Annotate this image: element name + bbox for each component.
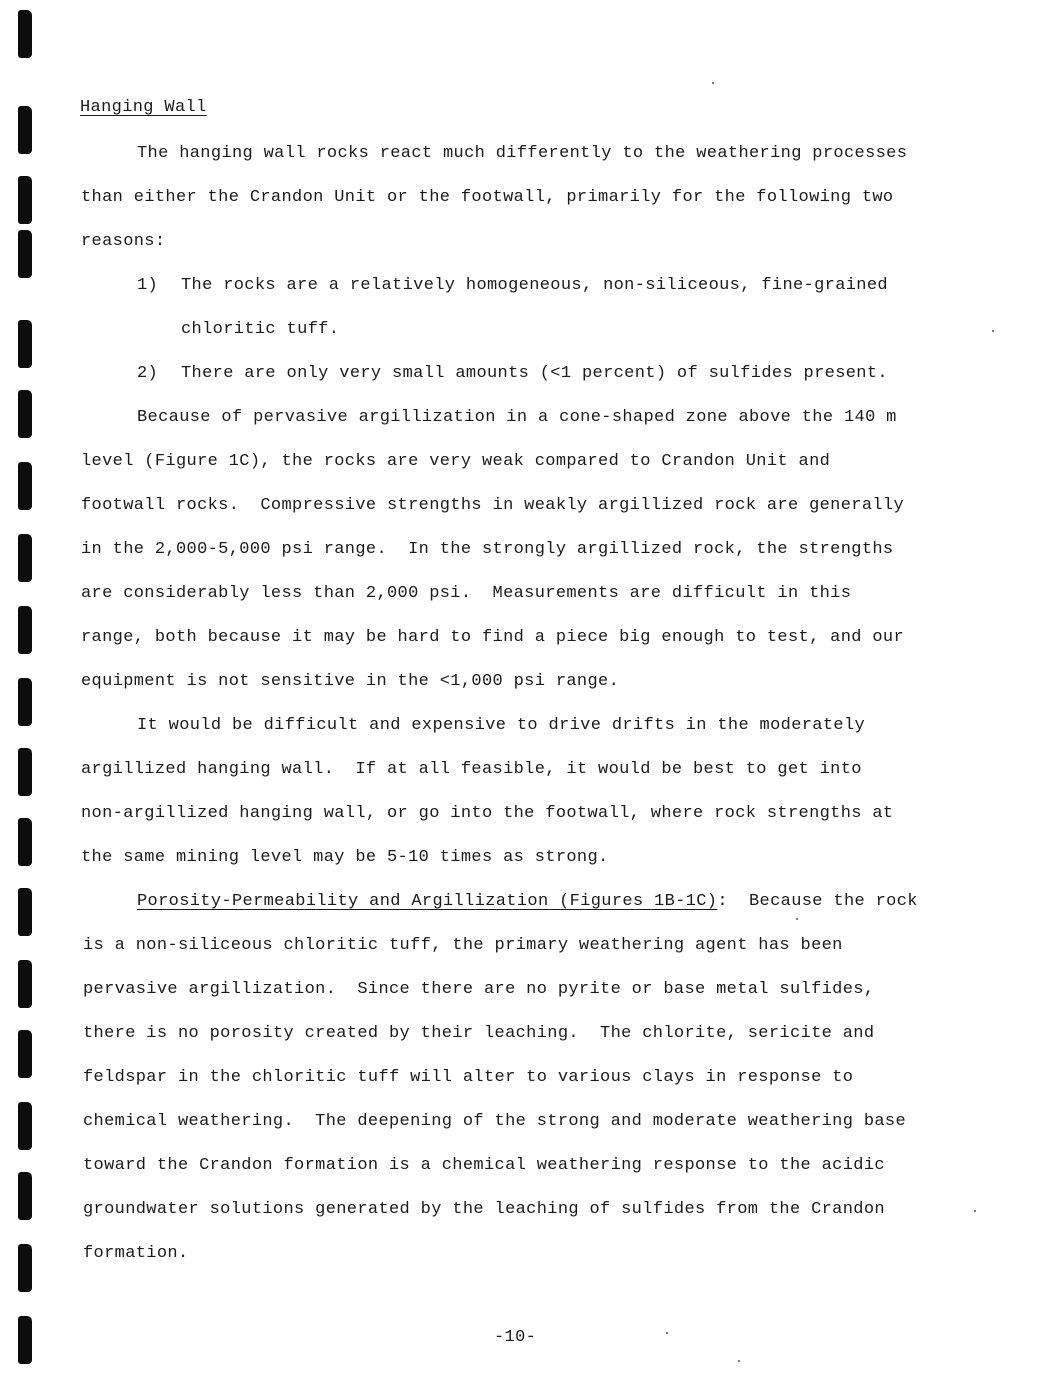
scan-speck	[974, 1210, 976, 1212]
scan-speck	[712, 82, 714, 84]
binder-mark	[18, 1030, 32, 1078]
intro-line: than either the Crandon Unit or the footwall, primarily for the following two	[81, 188, 894, 207]
intro-line: reasons:	[81, 232, 166, 251]
paragraph-line: groundwater solutions generated by the leaching of sulfides from the Crandon	[83, 1200, 885, 1219]
binder-mark	[18, 1102, 32, 1150]
binder-mark	[18, 390, 32, 438]
paragraph-line: non-argillized hanging wall, or go into the footwall, where rock strengths at	[81, 804, 894, 823]
paragraph-line: pervasive argillization. Since there are no pyrite or base metal sulfides,	[83, 980, 875, 999]
paragraph-line: in the 2,000-5,000 psi range. In the strongly argillized rock, the strengths	[81, 540, 894, 559]
paragraph-line: equipment is not sensitive in the <1,000 psi range.	[81, 672, 620, 691]
binder-mark	[18, 678, 32, 726]
scan-speck	[992, 330, 994, 332]
binder-edge-marks	[18, 0, 40, 1380]
binder-mark	[18, 1316, 32, 1364]
paragraph-line: Because of pervasive argillization in a cone-shaped zone above the 140 m	[137, 408, 897, 427]
paragraph-line: footwall rocks. Compressive strengths in weakly argillized rock are generally	[81, 496, 905, 515]
paragraph-line: toward the Crandon formation is a chemical weathering response to the acidic	[83, 1156, 885, 1175]
list-item-text: There are only very small amounts (<1 percent) of sulfides present.	[181, 364, 888, 383]
paragraph-line: formation.	[83, 1244, 189, 1263]
binder-mark	[18, 534, 32, 582]
paragraph-line: are considerably less than 2,000 psi. Measurements are difficult in this	[81, 584, 852, 603]
binder-mark	[18, 106, 32, 154]
binder-mark	[18, 888, 32, 936]
intro-line: The hanging wall rocks react much differently to the weathering processes	[137, 144, 908, 163]
list-item-number: 1)	[137, 276, 159, 295]
binder-mark	[18, 230, 32, 278]
binder-mark	[18, 1172, 32, 1220]
binder-mark	[18, 748, 32, 796]
list-item-text: The rocks are a relatively homogeneous, non-siliceous, fine-grained	[181, 276, 888, 295]
paragraph-first-line	[137, 892, 918, 912]
binder-mark	[18, 1244, 32, 1292]
scan-speck	[738, 1360, 740, 1362]
paragraph-line: feldspar in the chloritic tuff will alter to various clays in response to	[83, 1068, 854, 1087]
binder-mark	[18, 462, 32, 510]
binder-mark	[18, 960, 32, 1008]
paragraph-line: the same mining level may be 5-10 times as strong.	[81, 848, 609, 867]
scan-speck	[666, 1332, 668, 1334]
binder-mark	[18, 10, 32, 58]
page-number: -10-	[494, 1328, 537, 1347]
paragraph-line: range, both because it may be hard to find a piece big enough to test, and our	[81, 628, 905, 647]
paragraph-line: chemical weathering. The deepening of the strong and moderate weathering base	[83, 1112, 907, 1131]
list-item-text: chloritic tuff.	[181, 320, 340, 339]
paragraph-line: level (Figure 1C), the rocks are very weak compared to Crandon Unit and	[81, 452, 831, 471]
binder-mark	[18, 606, 32, 654]
binder-mark	[18, 320, 32, 368]
paragraph-line: is a non-siliceous chloritic tuff, the primary weathering agent has been	[83, 936, 843, 955]
paragraph-line: It would be difficult and expensive to drive drifts in the moderately	[137, 716, 866, 735]
section-heading: Hanging Wall	[80, 98, 207, 117]
binder-mark	[18, 818, 32, 866]
binder-mark	[18, 176, 32, 224]
paragraph-line: there is no porosity created by their leaching. The chlorite, sericite and	[83, 1024, 875, 1043]
paragraph-line: argillized hanging wall. If at all feasible, it would be best to get into	[81, 760, 862, 779]
scan-speck	[796, 918, 798, 920]
paragraph-line-rest: : Because the rock	[717, 892, 918, 911]
subsection-heading: Porosity-Permeability and Argillization (Figures 1B-1C)	[137, 892, 718, 911]
list-item-number: 2)	[137, 364, 159, 383]
